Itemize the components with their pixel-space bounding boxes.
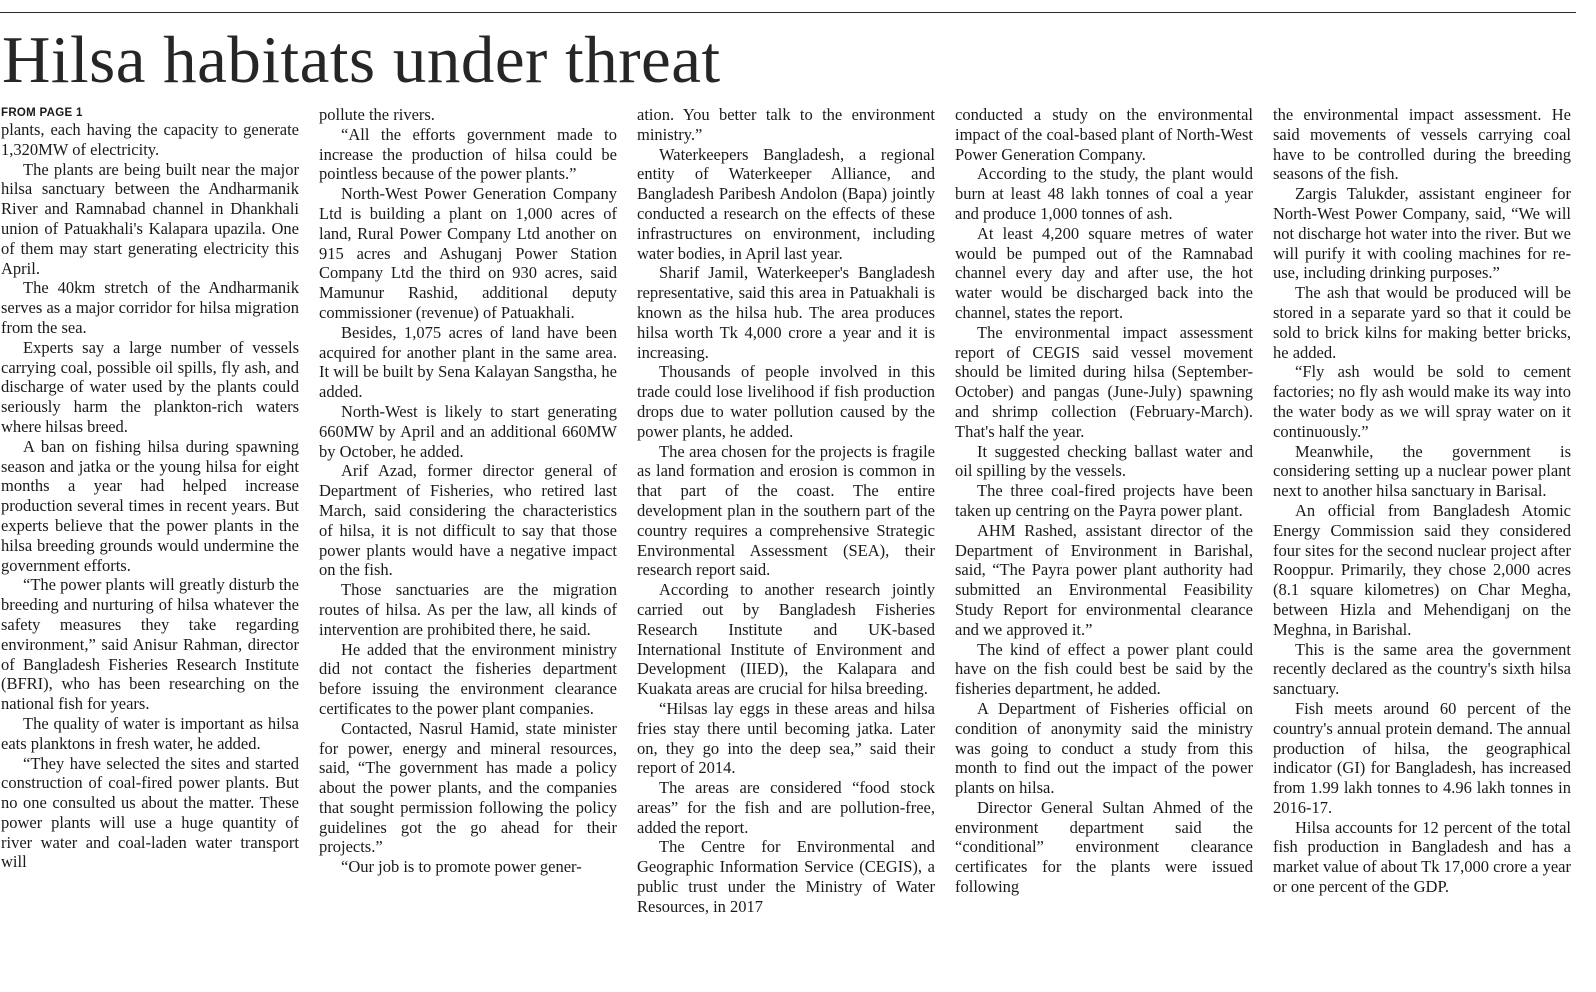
paragraph: “They have selected the sites and started construction of coal-fired power plants. But no one consulted us about the matter. These power plants will use a huge quantity of river water and coal-laden water transport will (1, 753, 299, 872)
article-column-4 (955, 105, 1253, 992)
paragraph: “The power plants will greatly disturb the breeding and nurturing of hilsa whatever the safety measures they take regarding environment,” said Anisur Rahman, director of Bangladesh Fisheries Research Institute (BFRI), who has been researching on the national fish for years. (1, 575, 299, 714)
paragraph: Waterkeepers Bangladesh, a regional entity of Waterkeeper Alliance, and Bangladesh Paribesh Andolon (Bapa) jointly conducted a research on the effects of these infrastructures on environment, including water bodies, in April last year. (637, 144, 935, 263)
paragraph: The areas are considered “food stock areas” for the fish and are pollution-free, added the report. (637, 778, 935, 837)
paragraph: plants, each having the capacity to generate 1,320MW of electricity. (1, 120, 299, 159)
paragraph: The quality of water is important as hilsa eats planktons in fresh water, he added. (1, 713, 299, 753)
paragraph: “Hilsas lay eggs in these areas and hilsa fries stay there until becoming jatka. Later on, they go into the deep sea,” said their report of 2014. (637, 698, 935, 778)
paragraph: A Department of Fisheries official on condition of anonymity said the ministry was going to conduct a study from this month to find out the impact of the power plants on hilsa. (955, 698, 1253, 798)
paragraph: Arif Azad, former director general of Department of Fisheries, who retired last March, said considering the characteristics of hilsa, it is not difficult to say that those power plants would have a negative impact on the fish. (319, 461, 617, 580)
article-column-2 (319, 105, 617, 992)
paragraph: Experts say a large number of vessels carrying coal, possible oil spills, fly ash, and discharge of water used by the plants could seriously harm the plankton-rich waters where hilsas breed. (1, 337, 299, 436)
paragraph: Besides, 1,075 acres of land have been acquired for another plant in the same area. It will be built by Sena Kalayan Sangstha, he added. (319, 322, 617, 402)
paragraph: Fish meets around 60 percent of the country's annual protein demand. The annual production of hilsa, the geographical indicator (GI) for Bangladesh, has increased from 1.99 lakh tonnes to 4.96 lakh tonnes in 2016-17. (1273, 698, 1571, 817)
paragraph: Zargis Talukder, assistant engineer for North-West Power Company, said, “We will not discharge hot water into the river. But we will purify it with cooling machines for re-use, including drinking purposes.” (1273, 184, 1571, 283)
paragraph: At least 4,200 square metres of water would be pumped out of the Ramnabad channel every day and after use, the hot water would be discharged back into the channel, states the report. (955, 223, 1253, 322)
paragraph: The plants are being built near the major hilsa sanctuary between the Andharmanik River and Ramnabad channel in Dhankhali union of Patuakhali's Kalapara upazila. One of them may start generating electricity this April. (1, 159, 299, 278)
paragraph: “Fly ash would be sold to cement factories; no fly ash would make its way into the water body as we will spray water on it continuously.” (1273, 362, 1571, 441)
paragraph: According to another research jointly carried out by Bangladesh Fisheries Research Institute and UK-based International Institute of Environment and Development (IIED), the Kalapara and Kuakata areas are crucial for hilsa breeding. (637, 580, 935, 699)
paragraph: Sharif Jamil, Waterkeeper's Bangladesh representative, said this area in Patuakhali is known as the hilsa hub. The area produces hilsa worth Tk 4,000 crore a year and it is increasing. (637, 263, 935, 362)
paragraph: the environmental impact assessment. He said movements of vessels carrying coal have to be controlled during the breeding seasons of the fish. (1273, 105, 1571, 184)
paragraph: “All the efforts government made to increase the production of hilsa could be pointless because of the power plants.” (319, 124, 617, 184)
paragraph: A ban on fishing hilsa during spawning season and jatka or the young hilsa for eight months a year had helped increase production several times in recent years. But experts believe that the power plants in the hilsa breeding grounds would undermine the government efforts. (1, 436, 299, 575)
paragraph: Thousands of people involved in this trade could lose livelihood if fish production drops due to water pollution caused by the power plants, he added. (637, 362, 935, 441)
paragraph: The three coal-fired projects have been taken up centring on the Payra power plant. (955, 481, 1253, 520)
jump-label: FROM PAGE 1 (1, 107, 83, 119)
paragraph: ation. You better talk to the environment ministry.” (637, 105, 935, 144)
paragraph: conducted a study on the environmental impact of the coal-based plant of North-West Power Generation Company. (955, 105, 1253, 164)
paragraph: An official from Bangladesh Atomic Energy Commission said they considered four sites for the second nuclear project after Rooppur. Primarily, they chose 2,000 acres (8.1 square kilometres) on Char Megha, between Hizla and Mehendiganj on the Meghna, in Barishal. (1273, 500, 1571, 639)
paragraph: The ash that would be produced will be stored in a separate yard so that it could be sold to brick kilns for making better bricks, he added. (1273, 283, 1571, 362)
paragraph: This is the same area the government recently declared as the country's sixth hilsa sanctuary. (1273, 639, 1571, 699)
paragraph: “Our job is to promote power gener- (341, 857, 582, 877)
paragraph: He added that the environment ministry did not contact the fisheries department before issuing the environment clearance certificates to the power plant companies. (319, 639, 617, 718)
paragraph: North-West is likely to start generating 660MW by April and an additional 660MW by October, he added. (319, 401, 617, 461)
paragraph: Contacted, Nasrul Hamid, state minister for power, energy and mineral resources, said, “The government has made a policy about the power plants, and the companies that sought permission following the policy guidelines got the go ahead for their projects.” (319, 718, 617, 857)
paragraph: Those sanctuaries are the migration routes of hilsa. As per the law, all kinds of intervention are prohibited there, he said. (319, 580, 617, 639)
top-rule (0, 12, 1576, 13)
paragraph: The area chosen for the projects is fragile as land formation and erosion is common in that part of the coast. The entire development plan in the southern part of the country requires a comprehensive Strategic Environmental Assessment (SEA), their research report said. (637, 441, 935, 580)
paragraph: Meanwhile, the government is considering setting up a nuclear power plant next to another hilsa sanctuary in Barisal. (1273, 441, 1571, 501)
paragraph: pollute the rivers. (319, 105, 435, 124)
article-body (1, 105, 1577, 992)
paragraph: North-West Power Generation Company Ltd is building a plant on 1,000 acres of land, Rural Power Company Ltd another on 915 acres and Ashuganj Power Station Company Ltd the third on 930 acres, said Mamunur Rashid, additional deputy commissioner (revenue) of Patuakhali. (319, 184, 617, 322)
paragraph: Hilsa accounts for 12 percent of the total fish production in Bangladesh and has a market value of about Tk 17,000 crore a year or one percent of the GDP. (1273, 817, 1571, 897)
paragraph: It suggested checking ballast water and oil spilling by the vessels. (955, 441, 1253, 481)
paragraph: According to the study, the plant would burn at least 48 lakh tonnes of coal a year and produce 1,000 tonnes of ash. (955, 164, 1253, 223)
paragraph: The kind of effect a power plant could have on the fish could best be said by the fisheries department, he added. (955, 639, 1253, 699)
paragraph: Director General Sultan Ahmed of the environment department said the “conditional” environment clearance certificates for the plants were issued following (955, 797, 1253, 897)
headline: Hilsa habitats under threat (2, 23, 721, 97)
paragraph: AHM Rashed, assistant director of the Department of Environment in Barishal, said, “The Payra power plant authority had submitted an Environmental Feasibility Study Report for environmental clearance and we approved it.” (955, 520, 1253, 639)
article-column-5 (1273, 105, 1571, 992)
paragraph: The Centre for Environmental and Geographic Information Service (CEGIS), a public trust under the Ministry of Water Resources, in 2017 (637, 837, 935, 916)
paragraph: The environmental impact assessment report of CEGIS said vessel movement should be limited during hilsa (September-October) and pangas (June-July) spawning and shrimp collection (February-March). That's half the year. (955, 322, 1253, 441)
article-column-1 (1, 105, 299, 992)
paragraph: The 40km stretch of the Andharmanik serves as a major corridor for hilsa migration from the sea. (1, 278, 299, 337)
article-column-3 (637, 105, 935, 992)
